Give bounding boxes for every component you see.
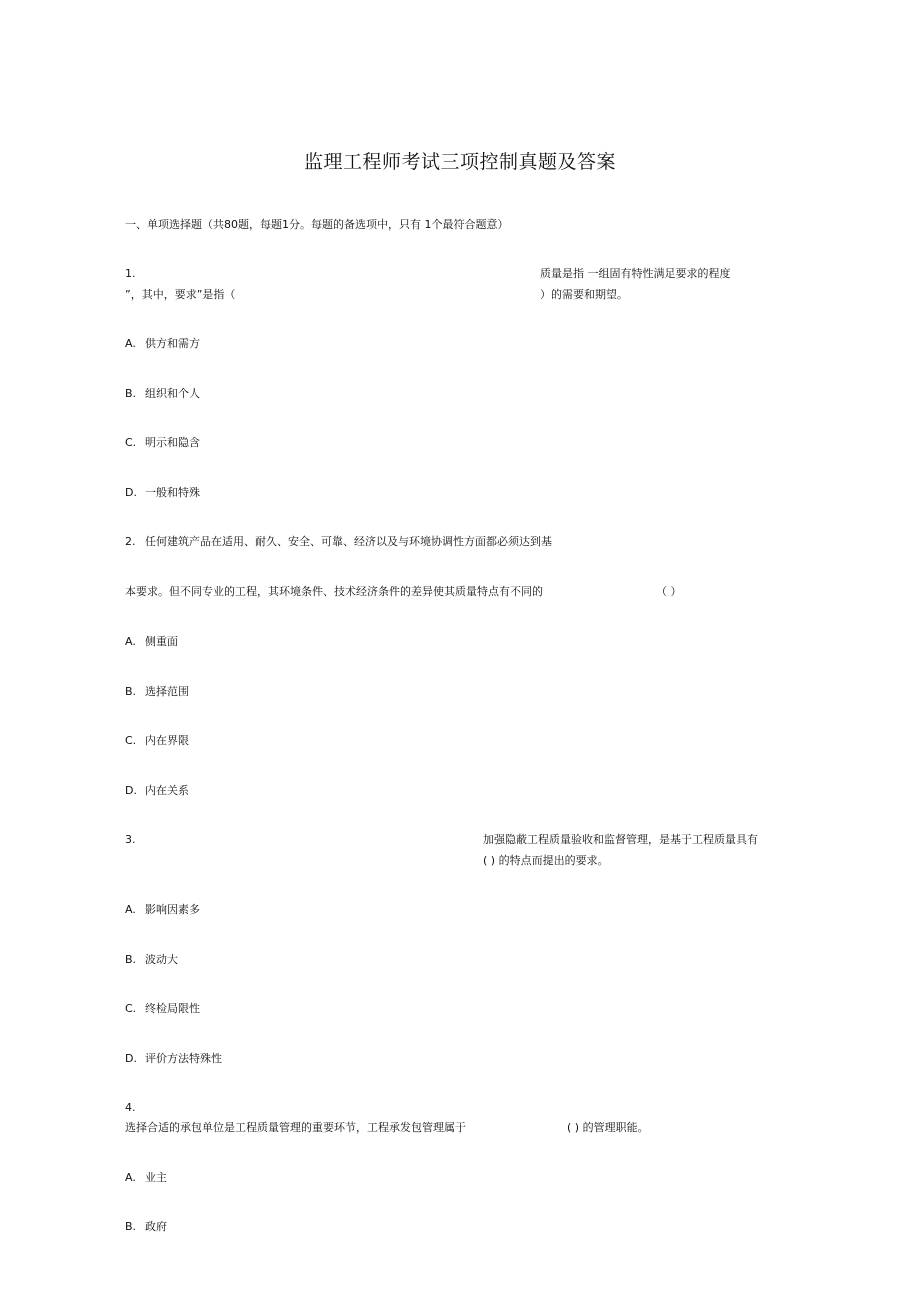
option-text: 选择范围 — [145, 685, 189, 698]
option-text: 组织和个人 — [145, 387, 200, 400]
option-text: 评价方法特殊性 — [145, 1052, 222, 1065]
question-number: 1. — [125, 267, 136, 280]
section-heading: 一、单项选择题（共80题，每题1分。每题的备选项中，只有 1个最符合题意） — [125, 218, 509, 231]
answer-option — [125, 338, 200, 349]
answer-option — [125, 437, 200, 448]
option-text: 侧重面 — [145, 635, 178, 648]
answer-option — [125, 954, 178, 965]
option-letter: A. — [125, 903, 136, 916]
question-number: 2. — [125, 535, 136, 548]
option-letter: C. — [125, 1002, 137, 1015]
answer-option — [125, 636, 178, 647]
option-letter: A. — [125, 337, 136, 350]
option-text: 一般和特殊 — [145, 486, 200, 499]
option-text: 影响因素多 — [145, 903, 200, 916]
question-number: 3. — [125, 833, 136, 846]
option-letter: A. — [125, 635, 136, 648]
answer-option — [125, 735, 189, 746]
option-letter: D. — [125, 784, 137, 797]
question-text: 选择合适的承包单位是工程质量管理的重要环节，工程承发包管理属于 — [125, 1121, 466, 1134]
option-text: 终检局限性 — [145, 1002, 200, 1015]
document-title: 监理工程师考试三项控制真题及答案 — [303, 151, 616, 173]
question-number: 4. — [125, 1101, 136, 1114]
option-letter: C. — [125, 436, 137, 449]
question-text: ”，其中，要求”是指（ — [125, 288, 236, 301]
answer-option — [125, 785, 189, 796]
answer-option — [125, 487, 200, 498]
option-letter: C. — [125, 734, 137, 747]
option-text: 内在关系 — [145, 784, 189, 797]
question-text: ( ) 的特点而提出的要求。 — [483, 854, 609, 867]
answer-blank: （ ） — [656, 585, 682, 598]
answer-option — [125, 686, 189, 697]
answer-option — [125, 904, 200, 915]
option-letter: B. — [125, 953, 137, 966]
option-letter: B. — [125, 1220, 137, 1233]
answer-blank: ( ) 的管理职能。 — [567, 1121, 649, 1134]
option-text: 供方和需方 — [145, 337, 200, 350]
answer-option — [125, 1053, 222, 1064]
question-text: ）的需要和期望。 — [540, 288, 628, 301]
answer-option — [125, 388, 200, 399]
option-text: 业主 — [145, 1171, 167, 1184]
option-text: 内在界限 — [145, 734, 189, 747]
answer-option — [125, 1003, 200, 1014]
option-letter: D. — [125, 486, 137, 499]
option-text: 波动大 — [145, 953, 178, 966]
option-letter: A. — [125, 1171, 136, 1184]
answer-option — [125, 1221, 167, 1232]
question-text: 任何建筑产品在适用、耐久、安全、可靠、经济以及与环境协调性方面都必须达到基 — [145, 535, 552, 548]
question-text: 质量是指 一组固有特性满足要求的程度 — [540, 267, 731, 280]
option-letter: B. — [125, 685, 137, 698]
option-letter: D. — [125, 1052, 137, 1065]
question-text: 加强隐蔽工程质量验收和监督管理，是基于工程质量具有 — [483, 833, 758, 846]
question-text: 本要求。但不同专业的工程，其环境条件、技术经济条件的差异使其质量特点有不同的 — [125, 585, 543, 598]
question-line — [125, 536, 552, 547]
answer-option — [125, 1172, 167, 1183]
option-letter: B. — [125, 387, 137, 400]
option-text: 明示和隐含 — [145, 436, 200, 449]
option-text: 政府 — [145, 1220, 167, 1233]
